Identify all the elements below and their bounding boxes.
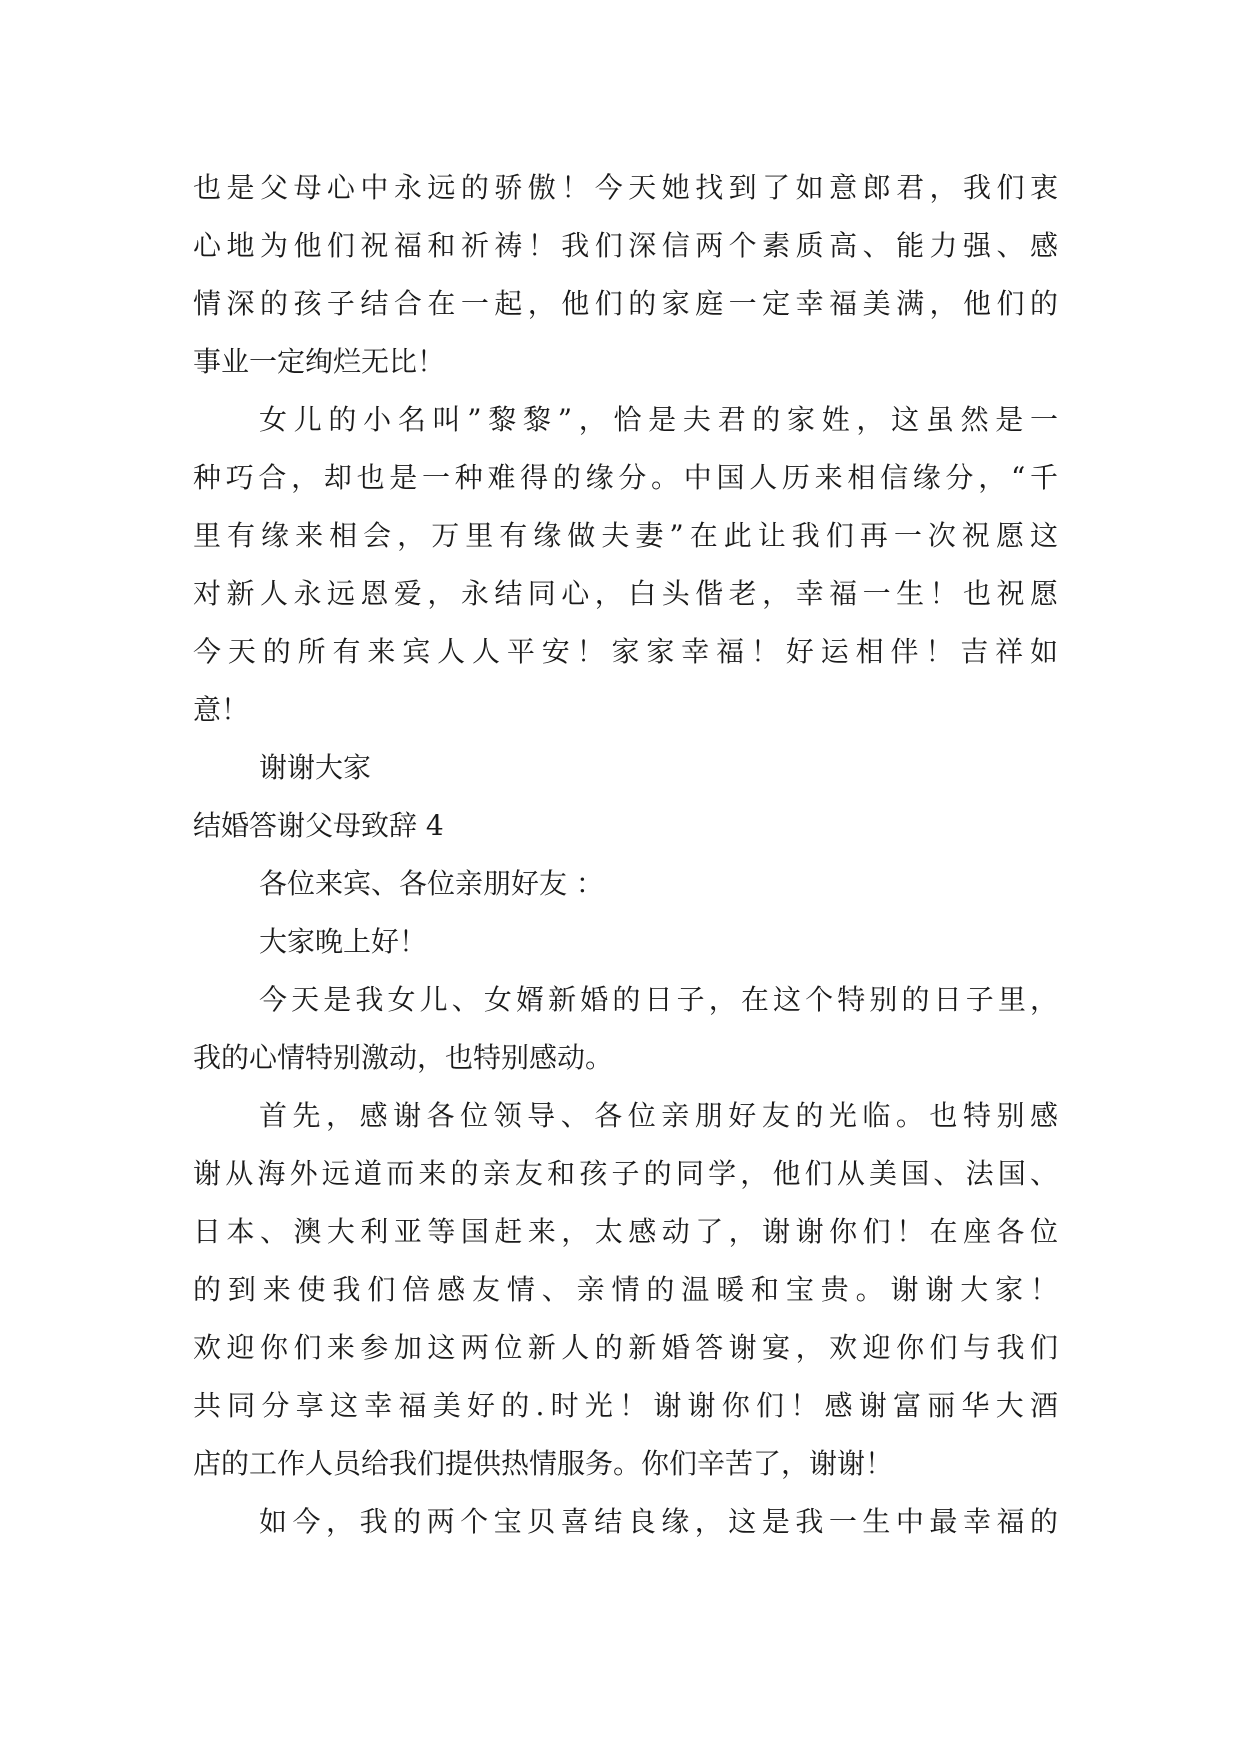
text-line: 共同分享这幸福美好的.时光！谢谢你们！感谢富丽华大酒 — [193, 1389, 1058, 1422]
text-line: 谢谢大家 — [259, 751, 372, 784]
section-heading: 结婚答谢父母致辞 4 — [193, 809, 444, 842]
text-line: 大家晚上好！ — [259, 925, 428, 958]
text-line: 谢从海外远道而来的亲友和孩子的同学，他们从美国、法国、 — [193, 1157, 1058, 1190]
text-line: 首先，感谢各位领导、各位亲朋好友的光临。也特别感 — [259, 1099, 1058, 1132]
text-line: 意！ — [193, 693, 250, 726]
text-line: 心地为他们祝福和祈祷！我们深信两个素质高、能力强、感 — [193, 229, 1058, 262]
text-line: 的到来使我们倍感友情、亲情的温暖和宝贵。谢谢大家！ — [193, 1273, 1058, 1306]
text-line: 情深的孩子结合在一起，他们的家庭一定幸福美满，他们的 — [193, 287, 1058, 320]
text-line: 女儿的小名叫”黎黎”，恰是夫君的家姓，这虽然是一 — [259, 403, 1058, 436]
text-line: 里有缘来相会，万里有缘做夫妻”在此让我们再一次祝愿这 — [193, 519, 1058, 552]
text-line: 也是父母心中永远的骄傲！今天她找到了如意郎君，我们衷 — [193, 171, 1058, 204]
text-line: 种巧合，却也是一种难得的缘分。中国人历来相信缘分，“千 — [193, 461, 1058, 494]
text-line: 今天是我女儿、女婿新婚的日子，在这个特别的日子里， — [259, 983, 1058, 1016]
text-line: 今天的所有来宾人人平安！家家幸福！好运相伴！吉祥如 — [193, 635, 1058, 668]
text-line: 日本、澳大利亚等国赶来，太感动了，谢谢你们！在座各位 — [193, 1215, 1058, 1248]
text-line: 我的心情特别激动，也特别感动。 — [193, 1041, 614, 1074]
text-line: 事业一定绚烂无比！ — [193, 345, 446, 378]
text-line: 欢迎你们来参加这两位新人的新婚答谢宴，欢迎你们与我们 — [193, 1331, 1058, 1364]
text-line: 各位来宾、各位亲朋好友 ： — [259, 867, 604, 900]
text-line: 对新人永远恩爱，永结同心，白头偕老，幸福一生！也祝愿 — [193, 577, 1058, 610]
text-line: 店的工作人员给我们提供热情服务。你们辛苦了，谢谢！ — [193, 1447, 894, 1480]
text-line: 如今，我的两个宝贝喜结良缘，这是我一生中最幸福的 — [259, 1505, 1058, 1538]
